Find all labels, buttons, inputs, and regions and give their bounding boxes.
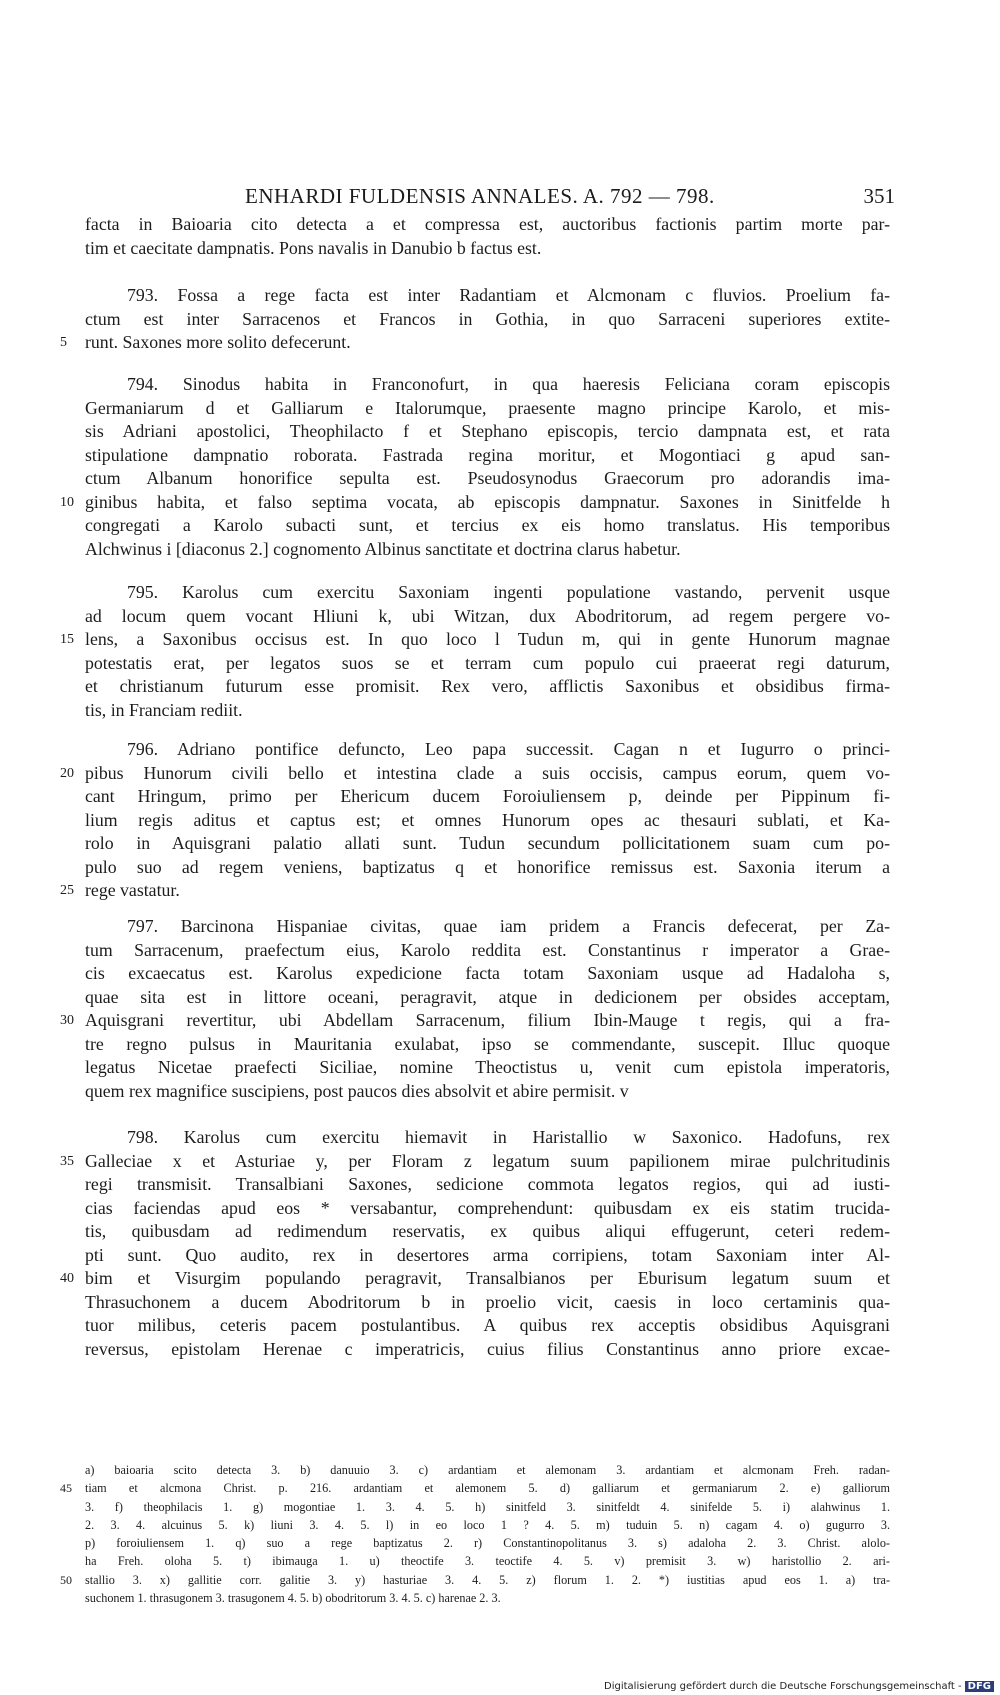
text-line bbox=[60, 879, 890, 903]
footnote-line bbox=[85, 1516, 890, 1534]
line-number: 35 bbox=[60, 1153, 74, 1169]
line-text: Thrasuchonem a ducem Abodritorum b in proelio vicit, caesis in loco certaminis qua- bbox=[85, 1291, 890, 1312]
page-number: 351 bbox=[863, 184, 895, 208]
text-line bbox=[85, 856, 890, 880]
footnote-line bbox=[85, 1534, 890, 1552]
text-line bbox=[85, 237, 890, 261]
line-text: rolo in Aquisgrani palatio allati sunt. Tudun secundum pollicitationem suam cum po- bbox=[85, 833, 890, 853]
line-number: 30 bbox=[60, 1013, 74, 1028]
text-line bbox=[85, 213, 890, 237]
text-line bbox=[85, 1291, 890, 1315]
text-line bbox=[60, 1150, 890, 1174]
line-number: 25 bbox=[60, 883, 74, 898]
text-line bbox=[85, 962, 890, 986]
footnotes-apparatus bbox=[60, 1461, 890, 1607]
text-line bbox=[85, 1244, 890, 1268]
text-line bbox=[60, 628, 890, 652]
text-line bbox=[85, 373, 890, 397]
line-text: regi transmisit. Transalbiani Saxones, sedicione commota legatos regios, qui ad iusti- bbox=[85, 1174, 890, 1194]
text-line bbox=[60, 1267, 890, 1291]
line-text: 795. Karolus cum exercitu Saxoniam ingenti populatione vastando, pervenit usque bbox=[127, 582, 890, 602]
text-line bbox=[85, 1056, 890, 1080]
line-text: ctum Albanum honorifice sepulta est. Pseudosynodus Graecorum pro adorandis ima- bbox=[85, 468, 890, 488]
text-line bbox=[85, 1338, 890, 1362]
line-text: cias faciendas apud eos * versabantur, comprehendunt: quibusdam ex eis statim trucida- bbox=[85, 1197, 890, 1218]
text-line bbox=[85, 738, 890, 762]
paragraph-p798 bbox=[60, 1126, 890, 1361]
text-line bbox=[85, 1314, 890, 1338]
line-text: tim et caecitate dampnatis. Pons navalis in Danubio b factus est. bbox=[85, 237, 542, 258]
text-line bbox=[85, 809, 890, 833]
footnote-text: p) foroiuliensem 1. q) suo a rege baptizatus 2. r) Constantinopolitanus 3. s) adaloha 2. 3. Christ. alolo- bbox=[85, 1536, 890, 1551]
line-text: ctum est inter Sarracenos et Francos in Gothia, in quo Sarraceni superiores extite- bbox=[85, 308, 890, 329]
line-text: pti sunt. Quo audito, rex in desertores arma corripiens, totam Saxoniam inter Al- bbox=[85, 1244, 890, 1265]
line-text: legatus Nicetae praefecti Siciliae, nomine Theoctistus u, venit cum epistola imperatoris, bbox=[85, 1057, 890, 1077]
paragraph-p792-cont bbox=[85, 213, 890, 260]
text-line bbox=[85, 675, 890, 699]
line-number: 45 bbox=[60, 1481, 72, 1496]
line-text: tuor milibus, ceteris pacem postulantibus. A quibus rex acceptis obsidibus Aquisgrani bbox=[85, 1315, 890, 1335]
line-number: 5 bbox=[60, 335, 67, 350]
footnote-text: stallio 3. x) gallitie corr. galitie 3. y) hasturiae 3. 4. 5. z) florum 1. 2. *) iustitias apud eos 1. a) tra- bbox=[85, 1572, 890, 1587]
line-text: runt. Saxones more solito defecerunt. bbox=[85, 332, 351, 352]
footnote-line bbox=[85, 1498, 890, 1516]
line-text: 793. Fossa a rege facta est inter Radantiam et Alcmonam c fluvios. Proelium fa- bbox=[127, 285, 890, 305]
text-line bbox=[85, 915, 890, 939]
line-text: ad locum quem vocant Hliuni k, ubi Witzan, dux Abodritorum, ad regem pergere vo- bbox=[85, 605, 890, 626]
line-number: 15 bbox=[60, 632, 74, 647]
text-line bbox=[85, 514, 890, 538]
line-text: cis excaecatus est. Karolus expedicione facta totam Saxoniam usque ad Hadaloha s, bbox=[85, 963, 890, 983]
line-text: tum Sarracenum, praefectum eius, Karolo reddita est. Constantinus r imperator a Grae- bbox=[85, 939, 890, 960]
text-line bbox=[85, 581, 890, 605]
running-header bbox=[245, 184, 895, 214]
digitization-credit bbox=[604, 1681, 994, 1692]
text-line bbox=[85, 699, 890, 723]
line-text: 797. Barcinona Hispaniae civitas, quae iam pridem a Francis defecerat, per Za- bbox=[127, 916, 890, 936]
footnote-text: 3. f) theophilacis 1. g) mogontiae 1. 3. 4. 5. h) sinitfeld 3. sinitfeldt 4. sinifelde 5. i) alahwinus 1. bbox=[85, 1499, 890, 1514]
paragraph-p795 bbox=[60, 581, 890, 722]
text-line bbox=[85, 538, 890, 562]
paragraph-p794 bbox=[60, 373, 890, 561]
line-text: ginibus habita, et falso septima vocata, ab episcopis dampnatur. Saxones in Sinitfelde h bbox=[85, 491, 890, 512]
text-line bbox=[85, 939, 890, 963]
dfg-logo: DFG bbox=[965, 1681, 994, 1692]
footnote-text: a) baioaria scito detecta 3. b) danuuio 3. c) ardantiam et alemonam 3. ardantiam et alcmonam Freh. radan- bbox=[85, 1463, 890, 1477]
line-text: potestatis erat, per legatos suos se et terram cum populo cui praeerat regi daturum, bbox=[85, 652, 890, 673]
line-text: Galleciae x et Asturiae y, per Floram z legatum suum papilionem mirae pulchritudinis bbox=[85, 1150, 890, 1171]
line-text: quem rex magnifice suscipiens, post paucos dies absolvit et abire permisit. v bbox=[85, 1080, 629, 1101]
text-line bbox=[85, 397, 890, 421]
line-text: bim et Visurgim populando peragravit, Transalbianos per Eburisum legatum suum et bbox=[85, 1268, 890, 1288]
text-line bbox=[85, 605, 890, 629]
line-text: cant Hringum, primo per Ehericum ducem Foroiuliensem p, deinde per Pippinum fi- bbox=[85, 786, 890, 806]
line-text: pibus Hunorum civili bello et intestina clade a suis occisis, campus eorum, quem vo- bbox=[85, 762, 890, 783]
line-text: reversus, epistolam Herenae c imperatricis, cuius filius Constantinus anno priore excae- bbox=[85, 1338, 890, 1359]
footnote-line bbox=[60, 1479, 890, 1497]
text-line bbox=[85, 1220, 890, 1244]
text-line bbox=[60, 491, 890, 515]
footnote-text: ha Freh. oloha 5. t) ibimauga 1. u) theoctife 3. teoctife 4. 5. v) premisit 3. w) haristollio 2. ari- bbox=[85, 1554, 890, 1569]
text-line bbox=[85, 652, 890, 676]
text-line bbox=[85, 1197, 890, 1221]
text-line bbox=[85, 785, 890, 809]
line-text: sis Adriani apostolici, Theophilacto f et Stephano episcopis, tercio dampnata est, et rata bbox=[85, 421, 890, 441]
footnote-line bbox=[85, 1461, 890, 1479]
line-text: quae sita est in littore oceani, peragravit, atque in dedicionem per obsides acceptam, bbox=[85, 986, 890, 1007]
line-text: rege vastatur. bbox=[85, 880, 180, 900]
credit-text: Digitalisierung gefördert durch die Deutsche Forschungsgemeinschaft - bbox=[604, 1681, 962, 1692]
line-text: et christianum futurum esse promisit. Rex vero, afflictis Saxonibus et obsidibus firma- bbox=[85, 676, 890, 696]
line-text: tis, in Franciam rediit. bbox=[85, 699, 243, 720]
text-line bbox=[85, 308, 890, 332]
line-number: 10 bbox=[60, 494, 74, 510]
text-line bbox=[85, 284, 890, 308]
line-text: congregati a Karolo subacti sunt, et tercius ex eis homo translatus. His temporibus bbox=[85, 515, 890, 535]
text-line bbox=[85, 1033, 890, 1057]
text-line bbox=[85, 1126, 890, 1150]
text-line bbox=[85, 832, 890, 856]
line-text: facta in Baioaria cito detecta a et compressa est, auctoribus factionis partim morte par- bbox=[85, 214, 890, 234]
line-text: 796. Adriano pontifice defuncto, Leo papa successit. Cagan n et Iugurro o princi- bbox=[127, 739, 890, 759]
line-number: 50 bbox=[60, 1572, 72, 1587]
text-line bbox=[60, 1009, 890, 1033]
running-title: ENHARDI FULDENSIS ANNALES. A. 792 — 798. bbox=[245, 184, 715, 208]
line-text: Alchwinus i [diaconus 2.] cognomento Albinus sanctitate et doctrina clarus habetur. bbox=[85, 538, 681, 559]
footnote-text: tiam et alcmona Christ. p. 216. ardantiam et alemonem 5. d) galliarum et germaniarum 2. e) galliorum bbox=[85, 1481, 890, 1496]
line-text: 798. Karolus cum exercitu hiemavit in Haristallio w Saxonico. Hadofuns, rex bbox=[127, 1127, 890, 1147]
text-line bbox=[85, 444, 890, 468]
text-line bbox=[60, 331, 890, 355]
line-text: tre regno pulsus in Mauritania exulabat, ipso se commendante, suscepit. Illuc quoque bbox=[85, 1033, 890, 1054]
line-text: lens, a Saxonibus occisus est. In quo loco l Tudun m, qui in gente Hunorum magnae bbox=[85, 629, 890, 649]
paragraph-p797 bbox=[60, 915, 890, 1103]
footnote-line bbox=[60, 1571, 890, 1589]
text-line bbox=[85, 986, 890, 1010]
footnote-line bbox=[85, 1552, 890, 1570]
text-line bbox=[85, 1173, 890, 1197]
line-text: lium regis aditus et captus est; et omnes Hunorum opes ac thesauri sublati, et Ka- bbox=[85, 809, 890, 830]
line-text: Germaniarum d et Galliarum e Italorumque, praesente magno principe Karolo, et mis- bbox=[85, 397, 890, 418]
footnote-text: 2. 3. 4. alcuinus 5. k) liuni 3. 4. 5. l) in eo loco 1 ? 4. 5. m) tuduin 5. n) cagam 4. o) gugurro 3. bbox=[85, 1517, 890, 1532]
paragraph-p796 bbox=[60, 738, 890, 903]
footnote-text: suchonem 1. thrasugonem 3. trasugonem 4. 5. b) obodritorum 3. 4. 5. c) harenae 2. 3. bbox=[85, 1591, 501, 1606]
line-text: 794. Sinodus habita in Franconofurt, in qua haeresis Feliciana coram episcopis bbox=[127, 374, 890, 394]
footnote-line bbox=[85, 1589, 890, 1607]
text-line bbox=[85, 1080, 890, 1104]
line-text: pulo suo ad regem veniens, baptizatus q et honorifice remissus est. Saxonia iterum a bbox=[85, 856, 890, 877]
text-line bbox=[85, 420, 890, 444]
text-line bbox=[85, 467, 890, 491]
line-text: stipulatione dampnatio roborata. Fastrada regina moritur, et Mogontiaci g apud san- bbox=[85, 444, 890, 465]
paragraph-p793 bbox=[60, 284, 890, 355]
line-text: tis, quibusdam ad redimendum reservatis, ex quibus aliqui effugerunt, ceteri redem- bbox=[85, 1221, 890, 1241]
line-text: Aquisgrani revertitur, ubi Abdellam Sarracenum, filium Ibin-Mauge t regis, qui a fra- bbox=[85, 1010, 890, 1030]
line-number: 20 bbox=[60, 765, 74, 781]
text-line bbox=[60, 762, 890, 786]
line-number: 40 bbox=[60, 1271, 74, 1286]
